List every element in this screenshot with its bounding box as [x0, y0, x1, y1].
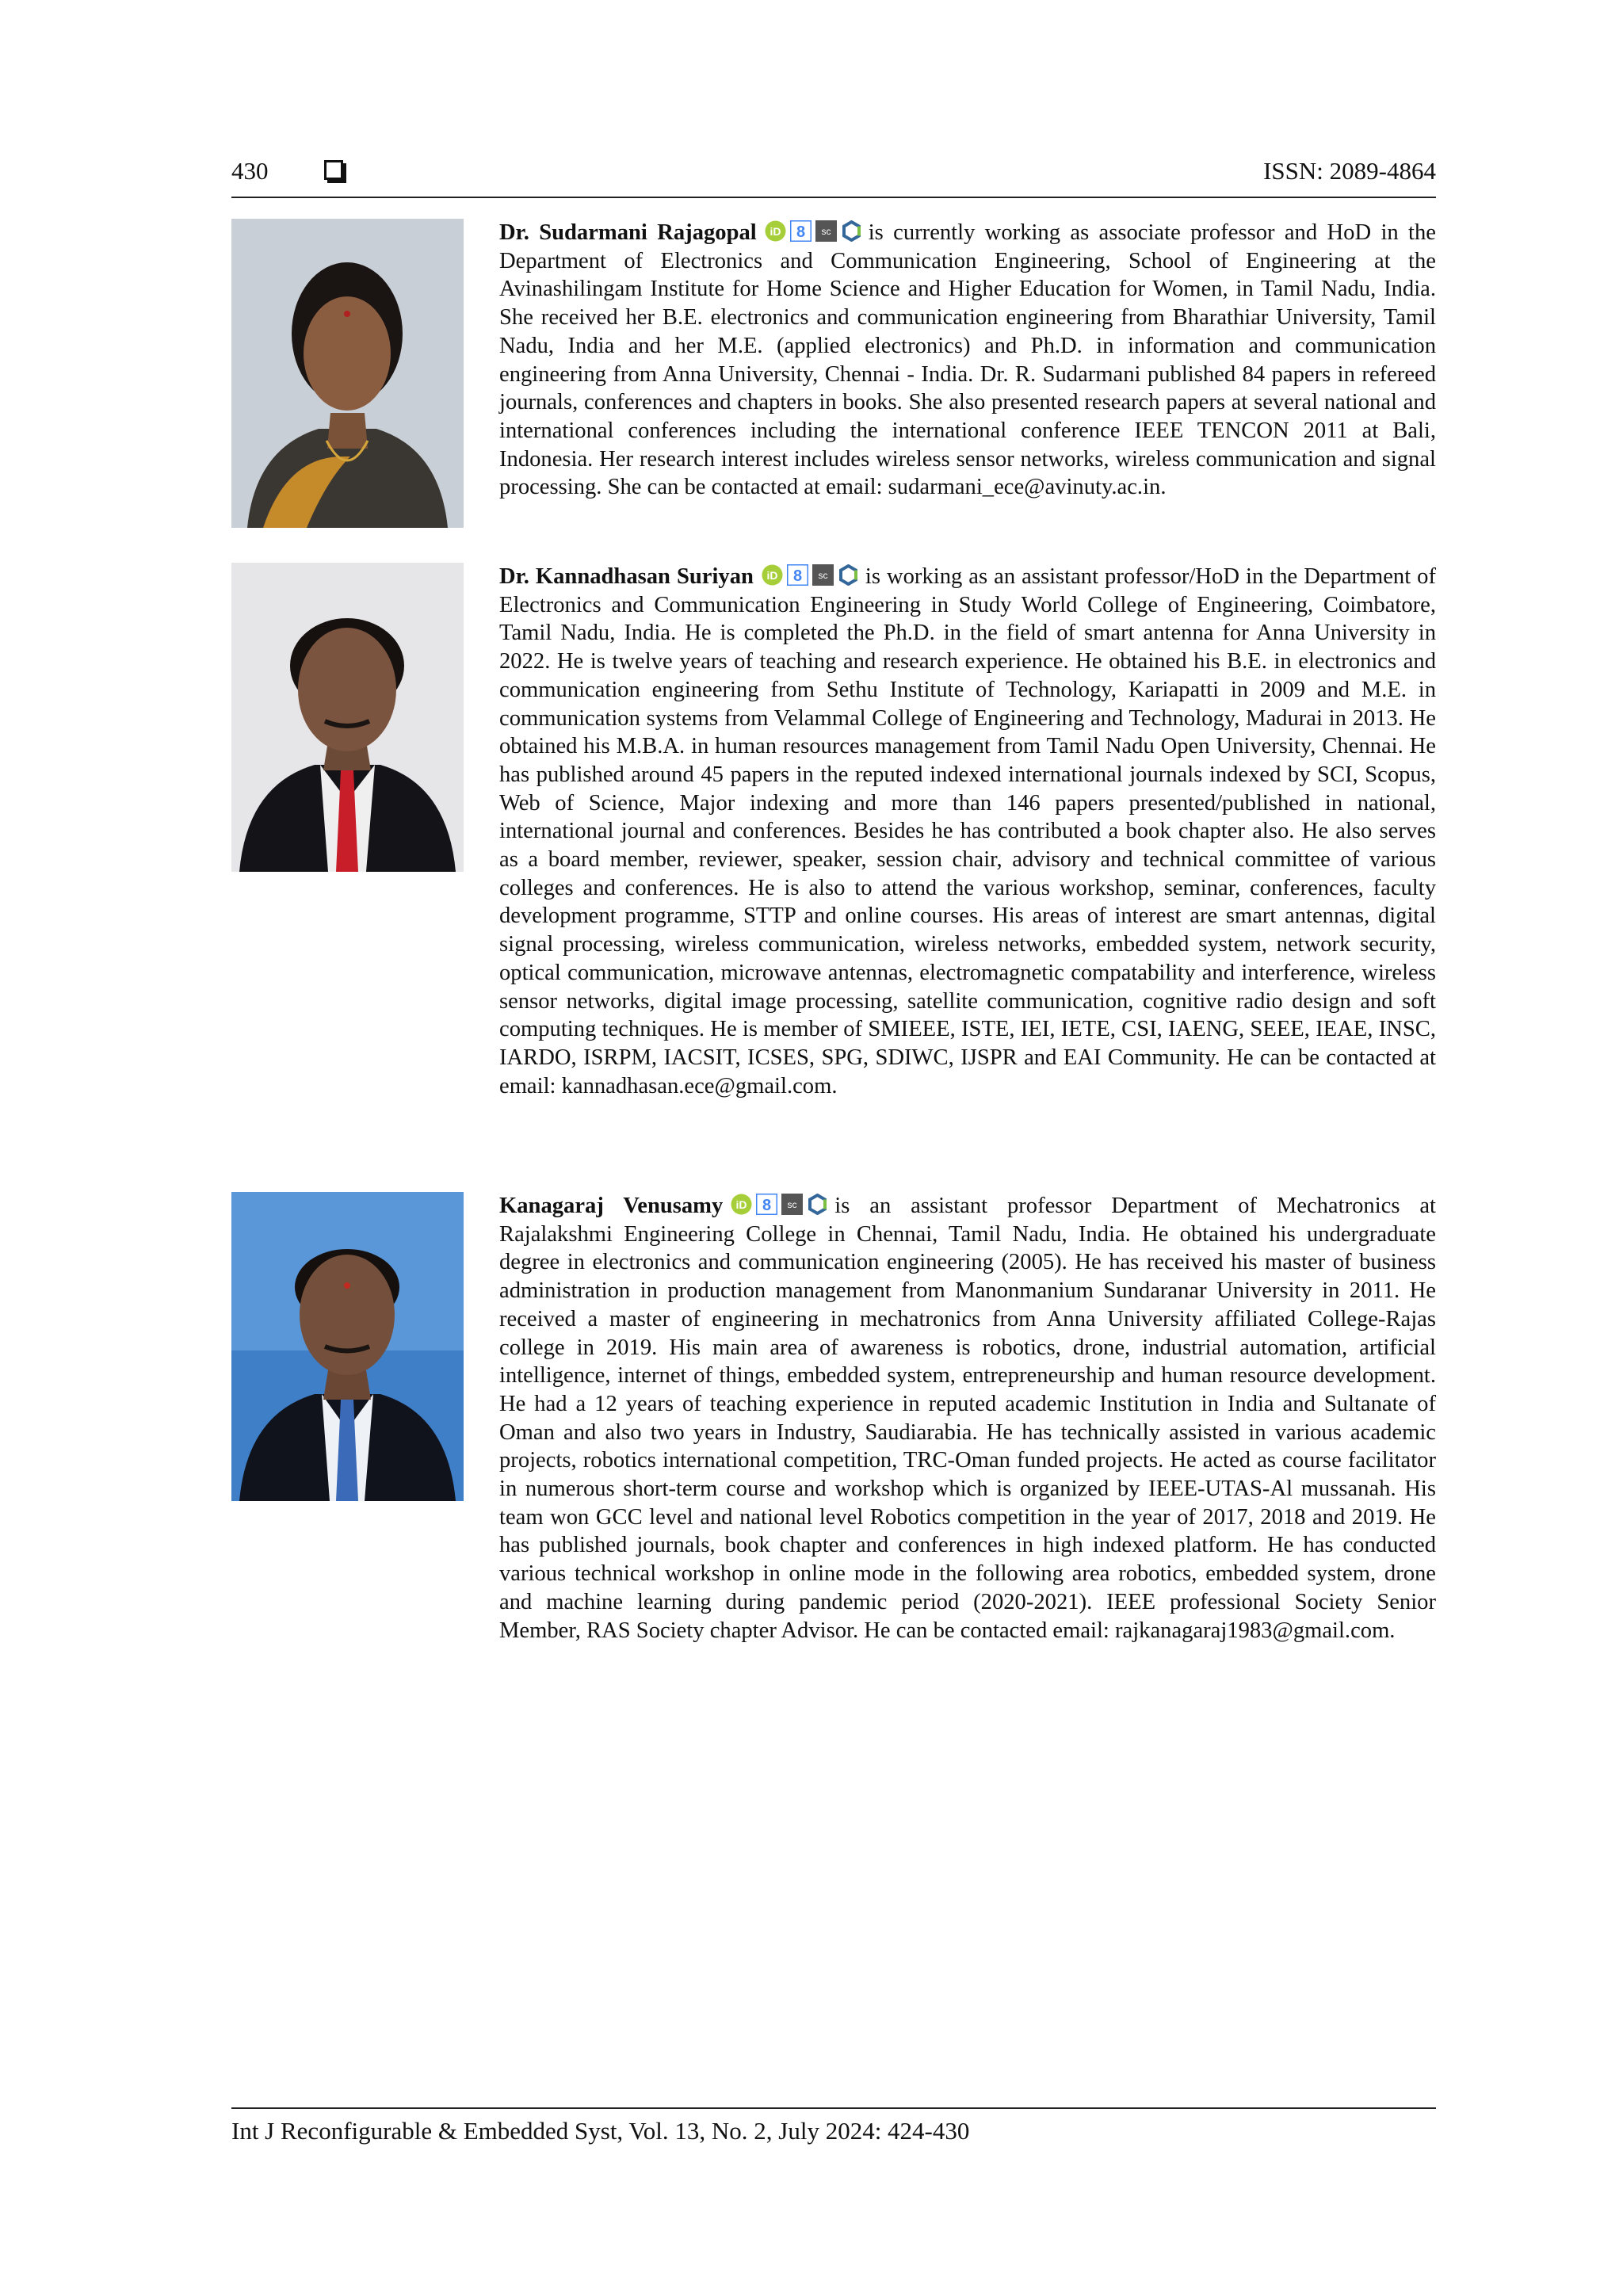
svg-text:iD: iD [769, 225, 781, 238]
author-portrait-2 [231, 563, 464, 872]
author-photo-3 [231, 1192, 464, 1501]
google-scholar-icon[interactable] [790, 220, 812, 242]
author-bio-text-2: is working as an assistant professor/HoD in the Department of Electronics and Communication Engineering in Study World College of Engineering, Coimbatore, Tamil Nadu, India. He is completed the Ph.D. in the field of smart antenna for Anna University in 2022. He is twelve years of teaching and research experience. He obtained his B.E. in electronics and communication engineering from Sethu Institute of Technology, Kariapatti in 2009 and M.E. in communication systems from Velammal College of Engineering and Technology, Madurai in 2013. He obtained his M.B.A. in human resources management from Tamil Nadu Open University, Chennai. He has published around 45 papers in the reputed indexed international journals indexed by SCI, Scopus, Web of Science, Major indexing and more than 146 papers presented/published in national, international journal and conferences. Besides he has contributed a book chapter also. He also serves as a board member, reviewer, speaker, session chair, advisory and technical committee of various colleges and conferences. He is also to attend the various workshop, seminar, conferences, faculty development programme, STTP and online courses. His areas of interest are smart antennas, digital signal processing, wireless communication, wireless networks, embedded system, network security, optical communication, microwave antennas, electromagnetic compatability and interference, wireless sensor networks, digital image processing, satellite communication, cognitive radio design and soft computing techniques. He is member of SMIEEE, ISTE, IEI, IETE, CSI, IAENG, SEEE, IEAE, INSC, IARDO, ISRPM, IACSIT, ICSES, SPG, SDIWC, IJSPR and EAI Community. He can be contacted at email: kannadhasan.ece@gmail.com. [499, 564, 1436, 1098]
author-photo-1 [231, 219, 464, 528]
scopus-icon[interactable] [815, 220, 837, 242]
svg-text:sc: sc [787, 1199, 797, 1210]
author-bio-text-1: is currently working as associate professor and HoD in the Department of Electronics and Communication Engineering, School of Engineering at the Avinashilingam Institute for Home Science and Higher Education for Women, in Tamil Nadu, India. She received her B.E. electronics and communication engineering from Bharathiar University, Tamil Nadu, India and her M.E. (applied electronics) and Ph.D. in information and communication engineering from Anna University, Chennai - India. Dr. R. Sudarmani published 84 papers in refereed journals, conferences and chapters in books. She also presented research papers at several national and international conferences including the international conference IEEE TENCON 2011 at Bali, Indonesia. Her research interest includes wireless sensor networks, wireless communication and signal processing. She can be contacted at email: sudarmani_ece@avinuty.ac.in. [499, 220, 1436, 500]
author-portrait-3 [231, 1192, 464, 1501]
journal-citation: Int J Reconfigurable & Embedded Syst, Vol. 13, No. 2, July 2024: 424-430 [231, 2117, 970, 2145]
google-scholar-icon[interactable] [756, 1194, 777, 1215]
author-name-2: Dr. Kannadhasan Suriyan [499, 564, 754, 589]
checkbox-square-icon [324, 160, 343, 180]
orcid-icon[interactable] [762, 564, 783, 586]
author-portrait-1 [231, 219, 464, 528]
svg-text:iD: iD [735, 1198, 747, 1211]
svg-text:sc: sc [821, 226, 831, 237]
publons-icon[interactable] [841, 220, 862, 242]
svg-text:8: 8 [792, 567, 802, 585]
page-header [231, 155, 1436, 198]
author-photo-2 [231, 563, 464, 872]
publons-icon[interactable] [838, 564, 859, 586]
author-name-3: Kanagaraj Venusamy [499, 1194, 724, 1218]
publons-icon[interactable] [807, 1194, 828, 1215]
svg-text:iD: iD [766, 569, 778, 582]
author-bio-2 [499, 563, 1436, 1100]
author-name-1: Dr. Sudarmani Rajagopal [499, 220, 757, 245]
orcid-icon[interactable] [731, 1194, 752, 1215]
issn-label: ISSN: 2089-4864 [1263, 157, 1436, 185]
author-bio-3 [499, 1192, 1436, 1645]
page-footer [231, 2107, 1436, 2147]
svg-text:8: 8 [762, 1197, 772, 1214]
scopus-icon[interactable] [812, 564, 834, 586]
orcid-icon[interactable] [765, 220, 786, 242]
page-number: 430 [231, 157, 269, 185]
google-scholar-icon[interactable] [787, 564, 808, 586]
scopus-icon[interactable] [781, 1194, 803, 1215]
svg-text:8: 8 [796, 223, 805, 241]
svg-text:sc: sc [818, 570, 828, 581]
author-bio-1 [499, 219, 1436, 502]
author-bio-text-3: is an assistant professor Department of Mechatronics at Rajalakshmi Engineering College in Chennai, Tamil Nadu, India. He obtained his undergraduate degree in electronics and communication engineering (2005). He has received his master of business administration in production management from Manonmanium Sundaranar University in 2011. He received a master of engineering in mechatronics from Anna University affiliated College-Rajas college in 2019. His main area of awareness is robotics, drone, industrial automation, artificial intelligence, internet of things, embedded system, entrepreneurship and human resource development. He had a 12 years of teaching experience in reputed academic Institution in India and Sultanate of Oman and also two years in Industry, Saudiarabia. He has technically assisted in various academic projects, robotics international competition, TRC-Oman funded projects. He acted as course facilitator in numerous short-term course and workshop which is organized by IEEE-UTAS-Al mussanah. His team won GCC level and national level Robotics competition in the year of 2017, 2018 and 2019. He has published journals, book chapter and conferences in high indexed platform. He has conducted various technical workshop in online mode in the following area robotics, embedded system, drone and machine learning during pandemic period (2020-2021). IEEE professional Society Senior Member, RAS Society chapter Advisor. He can be contacted email: rajkanagaraj1983@gmail.com. [499, 1194, 1436, 1643]
